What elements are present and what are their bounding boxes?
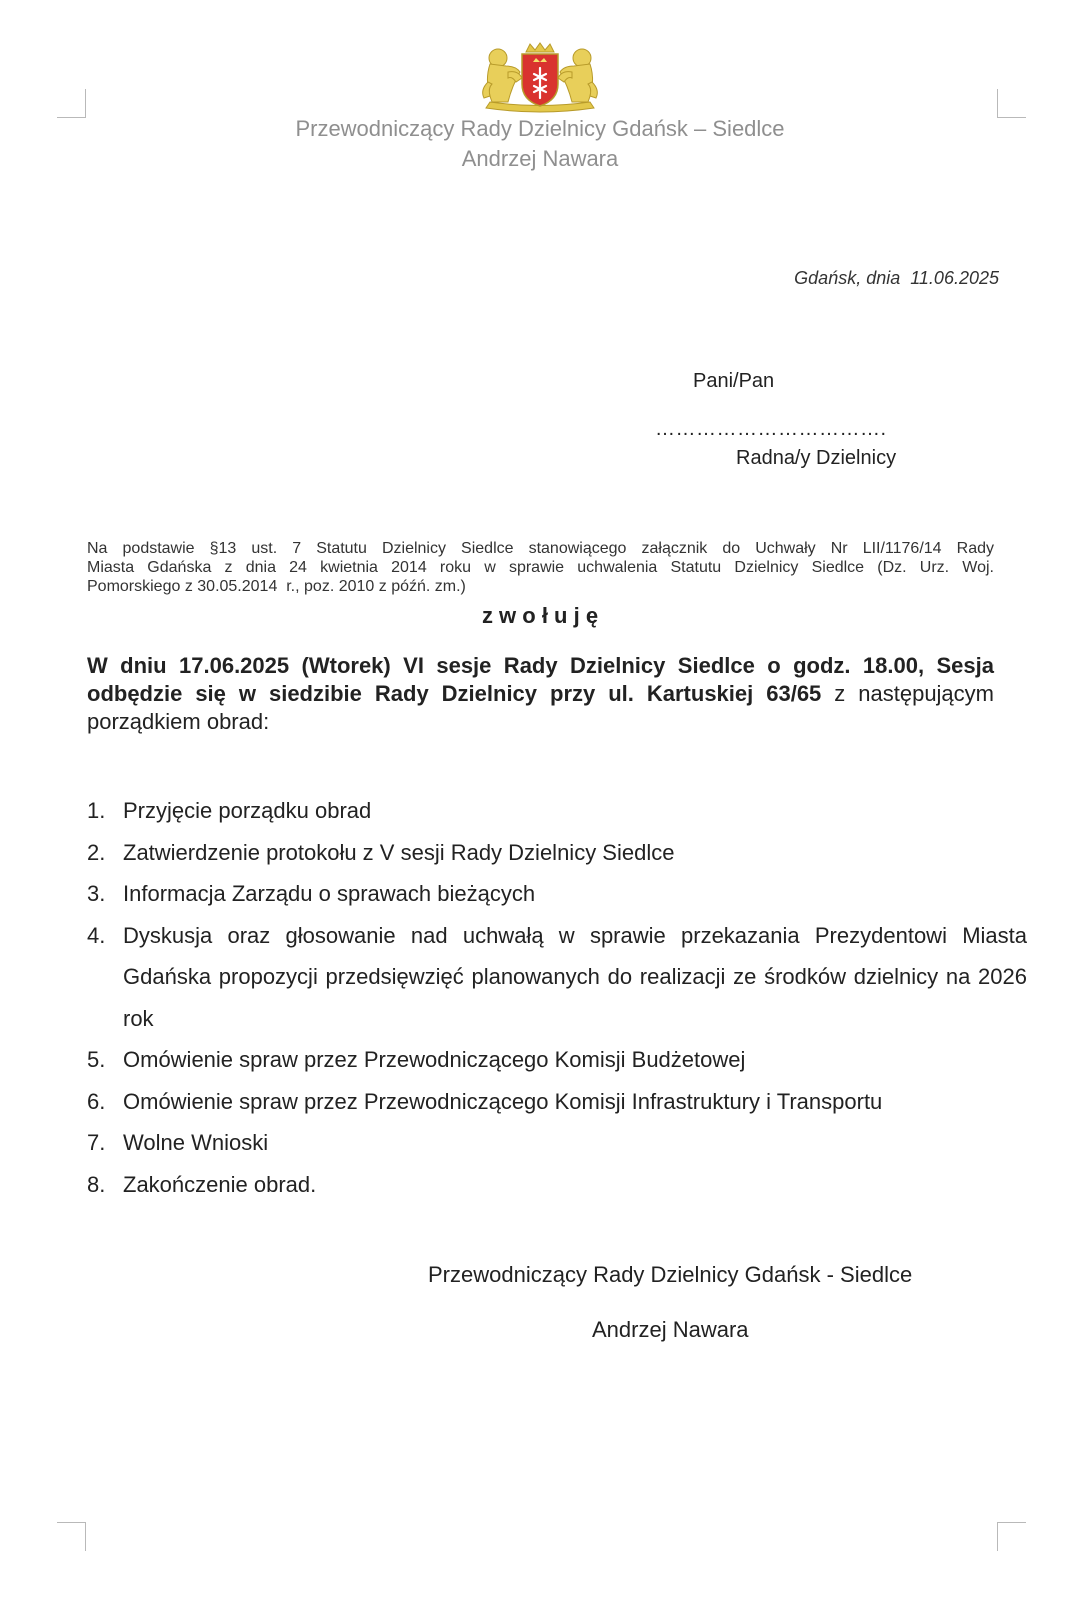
legal-basis-paragraph [87, 539, 994, 596]
agenda-item-number: 2. [87, 839, 106, 865]
agenda-item [87, 1081, 1027, 1123]
agenda-item-text: Zatwierdzenie protokołu z V sesji Rady Dzielnicy Siedlce [123, 839, 675, 865]
session-intro-bold: W dniu 17.06.2025 (Wtorek) VI sesje Rady Dzielnicy Siedlce o godz. 18.00, Sesja odbędzie się w siedzibie Rady Dzielnicy przy ul. Kartuskiej 63/65 [87, 653, 994, 706]
convene-heading [0, 603, 1080, 629]
agenda-item [87, 873, 1027, 915]
addressee-salutation: Pani/Pan [693, 370, 775, 392]
agenda-item-text: Dyskusja oraz głosowanie nad uchwałą w sprawie przekazania Prezydentowi Miasta Gdańska propozycji przedsięwzięć planowanych do realizacji ze środków dzielnicy na 2026 rok [123, 922, 1027, 1031]
agenda-item-text: Informacja Zarządu o sprawach bieżących [123, 881, 536, 906]
agenda-item [87, 915, 1027, 1040]
agenda-item-text: Przyjęcie porządku obrad [123, 798, 372, 823]
letterhead-name: Andrzej Nawara [461, 146, 619, 171]
agenda-item [87, 1164, 1027, 1206]
gdansk-coat-of-arms-icon [478, 42, 602, 114]
crop-mark-bottom-left [57, 1522, 86, 1551]
agenda-item [87, 790, 1027, 832]
agenda-item-number: 5. [87, 1047, 106, 1072]
session-intro-rest: z następującym porządkiem obrad: [87, 681, 994, 734]
addressee-placeholder: ……………………………. [655, 418, 887, 440]
legal-basis-line: Pomorskiego z 30.05.2014 r., poz. 2010 z późń. zm.) [87, 578, 466, 595]
letterhead [0, 114, 1080, 174]
agenda-item [87, 832, 1027, 874]
signature-title: Przewodniczący Rady Dzielnicy Gdańsk - Siedlce [428, 1262, 913, 1287]
agenda-item-text: Wolne Wnioski [123, 1130, 269, 1155]
convene-word: z w o ł u j ę [481, 603, 599, 628]
agenda-item [87, 1122, 1027, 1164]
agenda-item-text: Omówienie spraw przez Przewodniczącego Komisji Infrastruktury i Transportu [123, 1088, 883, 1114]
addressee-role: Radna/y Dzielnicy [736, 447, 897, 469]
agenda-item-number: 7. [87, 1130, 106, 1155]
agenda-list [87, 790, 1027, 1205]
agenda-item [87, 1039, 1027, 1081]
agenda-item-number: 4. [87, 922, 106, 948]
agenda-item-text: Omówienie spraw przez Przewodniczącego Komisji Budżetowej [123, 1047, 746, 1072]
agenda-item-number: 8. [87, 1171, 106, 1197]
legal-basis-line: Na podstawie §13 ust. 7 Statutu Dzielnicy Siedlce stanowiącego załącznik do Uchwały Nr LII/1176/14 Rady [87, 540, 994, 557]
crop-mark-bottom-right [997, 1522, 1026, 1551]
agenda-item-number: 6. [87, 1088, 106, 1114]
signature-name: Andrzej Nawara [592, 1317, 749, 1342]
legal-basis-line: Miasta Gdańska z dnia 24 kwietnia 2014 roku w sprawie uchwalenia Statutu Dzielnicy Siedlce (Dz. Urz. Woj. [87, 559, 994, 576]
session-intro [87, 652, 994, 736]
agenda-item-number: 3. [87, 881, 106, 906]
agenda-item-number: 1. [87, 798, 106, 823]
agenda-item-text: Zakończenie obrad. [123, 1171, 317, 1197]
document-date: Gdańsk, dnia 11.06.2025 [794, 268, 999, 288]
letterhead-title: Przewodniczący Rady Dzielnicy Gdańsk – Siedlce [295, 116, 785, 141]
